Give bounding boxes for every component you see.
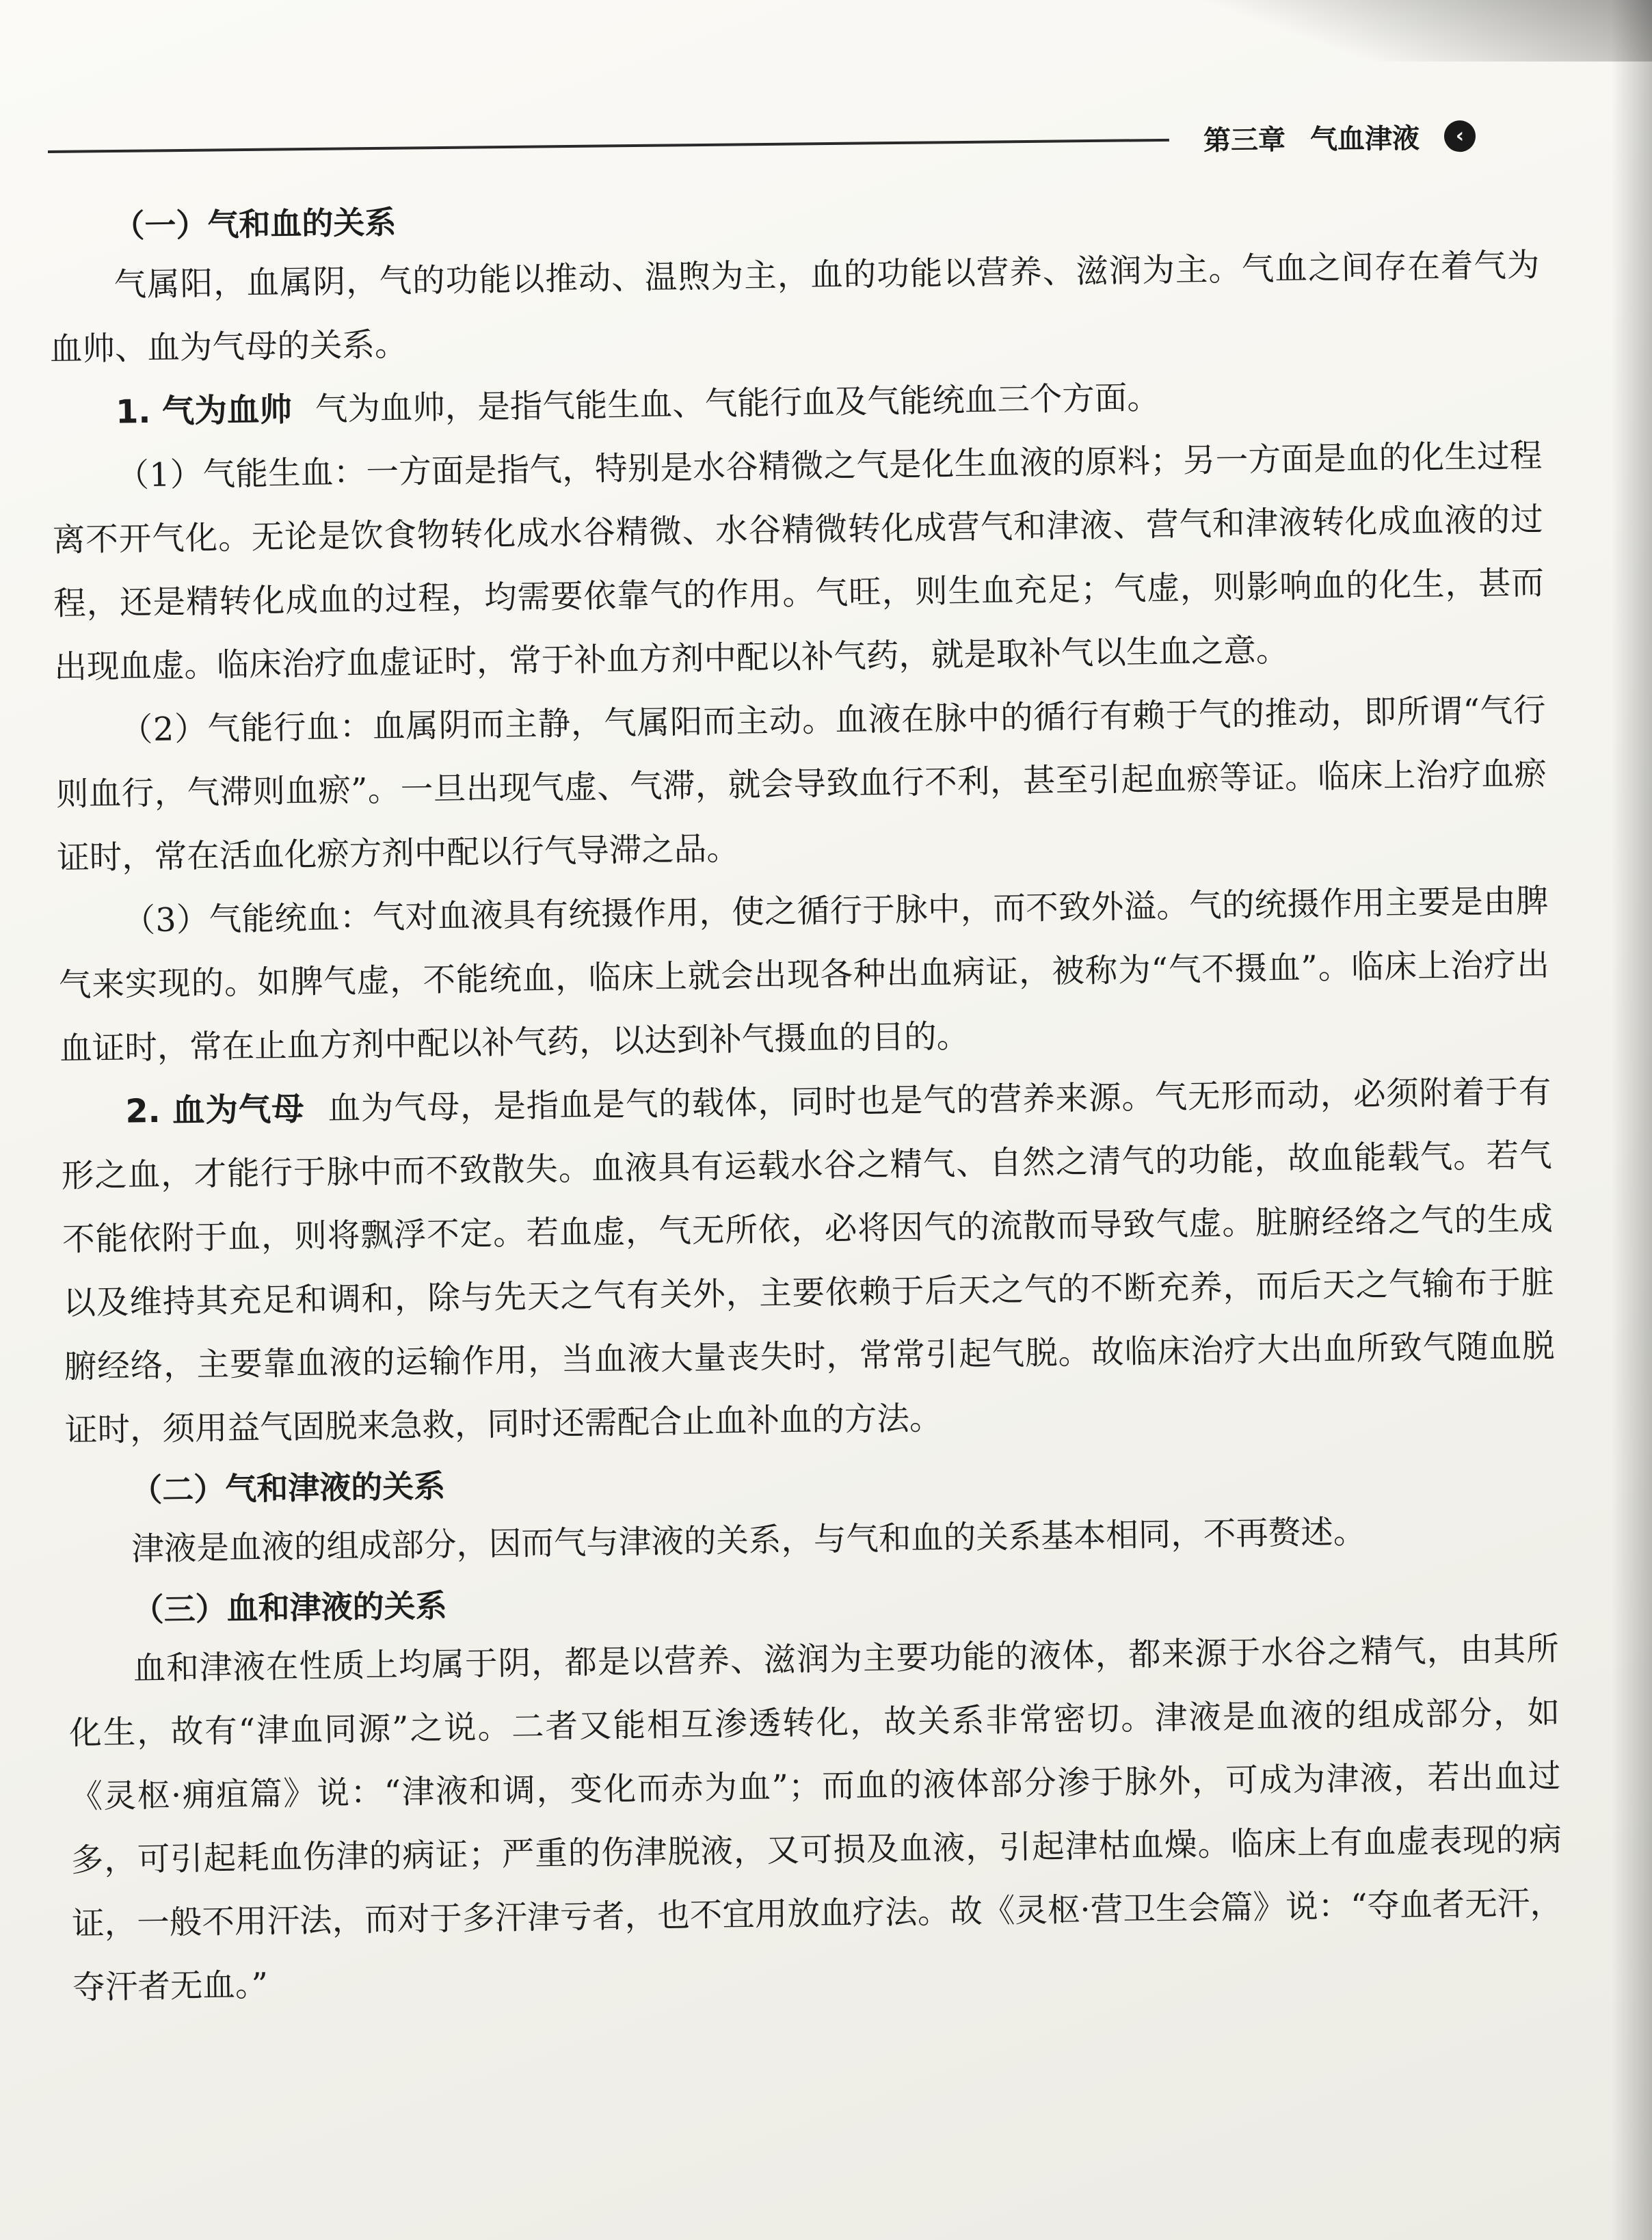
running-header [1203,116,1476,158]
page-body [48,185,1564,2020]
paragraph-text: （1）气能生血：一方面是指气，特别是水谷精微之气是化生血液的原料；另一方面是血的化生过程离不开气化。无论是饮食物转化成水谷精微、水谷精微转化成营气和津液、营气和津液转化成血液的过程，还是精转化成血的过程，均需要依靠气的作用。气旺，则生血充足；气虚，则影响血的化生，甚而出现血虚。临床治疗血虚证时，常于补血方剂中配以补气药，就是取补气以生血之意。 [52,437,1545,686]
page-shadow-right [1611,0,1652,2240]
paragraph-lead: 2. 血为气母 [125,1090,305,1131]
paragraph-text: 津液是血液的组成部分，因而气与津液的关系，与气和血的关系基本相同，不再赘述。 [131,1513,1366,1569]
chevron-left-circle-icon: ‹ [1444,120,1476,151]
section-blood-fluid [67,1568,1564,2019]
paragraph-text: （2）气能行血：血属阴而主静，气属阳而主动。血液在脉中的循行有赖于气的推动，即所谓“气行则血行，气滞则血瘀”。一旦出现气虚、气滞，就会导致血行不利，甚至引起血瘀等证。临床上治疗血瘀证时，常在活血化瘀方剂中配以行气导滞之品。 [55,691,1547,877]
page-shadow-top [1173,0,1652,62]
header-rule [48,139,1169,153]
paragraph-lead: 1. 气为血帅 [115,391,293,431]
paragraph [55,678,1548,890]
paragraph-text: （3）气能统血：气对血液具有统摄作用，使之循行于脉中，而不致外溢。气的统摄作用主要是由脾气来实现的。如脾气虚，不能统血，临床上就会出现各种出血病证，被称为“气不摄血”。临床上治疗出血证时，常在止血方剂中配以补气药，以达到补气摄血的目的。 [58,882,1550,1068]
paragraph [60,1060,1556,1462]
paragraph [49,234,1541,382]
chapter-number: 第三章 [1203,124,1286,157]
section-heading: （二）气和津液的关系 [130,1467,446,1509]
paragraph-text: 血和津液在性质上均属于阴，都是以营养、滋润为主要功能的液体，都来源于水谷之精气，由其所化生，故有“津血同源”之说。二者又能相互渗透转化，故关系非常密切。津液是血液的组成部分，如《灵枢·痈疽篇》说：“津液和调，变化而赤为血”；而血的液体部分渗于脉外，可成为津液，若出血过多，可引起耗血伤津的病证；严重的伤津脱液，又可损及血液，引起津枯血燥。临床上有血虚表现的病证，一般不用汗法，而对于多汗津亏者，也不宜用放血疗法。故《灵枢·营卫生会篇》说：“夺血者无汗，夺汗者无血。” [68,1630,1563,2007]
paragraph [57,869,1551,1080]
paragraph [51,425,1545,699]
paragraph-text: 血为气母，是指血是气的载体，同时也是气的营养来源。气无形而动，必须附着于有形之血，才能行于脉中而不致散失。血液具有运载水谷之精气、自然之清气的功能，故血能载气。若气不能依附于血，则将飘浮不定。若血虚，气无所依，必将因气的流散而导致气虚。脏腑经络之气的生成以及维持其充足和调和，除与先天之气有关外，主要依赖于后天之气的不断充养，而后天之气输布于脏腑经络，主要靠血液的运输作用，当血液大量丧失时，常常引起气脱。故临床治疗大出血所致气随血脱证时，须用益气固脱来急救，同时还需配合止血补血的方法。 [61,1073,1555,1450]
paragraph-text: 气为血帅，是指气能生血、气能行血及气能统血三个方面。 [315,379,1160,429]
section-qi-fluid [66,1448,1558,1582]
paragraph [68,1617,1564,2019]
paragraph-text: 气属阳，血属阴，气的功能以推动、温煦为主，血的功能以营养、滋润为主。气血之间存在着气为血帅、血为气母的关系。 [49,246,1540,369]
chapter-title: 气血津液 [1309,122,1420,156]
section-heading: （一）气和血的关系 [113,203,397,245]
section-heading: （三）血和津液的关系 [132,1587,448,1629]
section-qi-blood [48,185,1556,1463]
